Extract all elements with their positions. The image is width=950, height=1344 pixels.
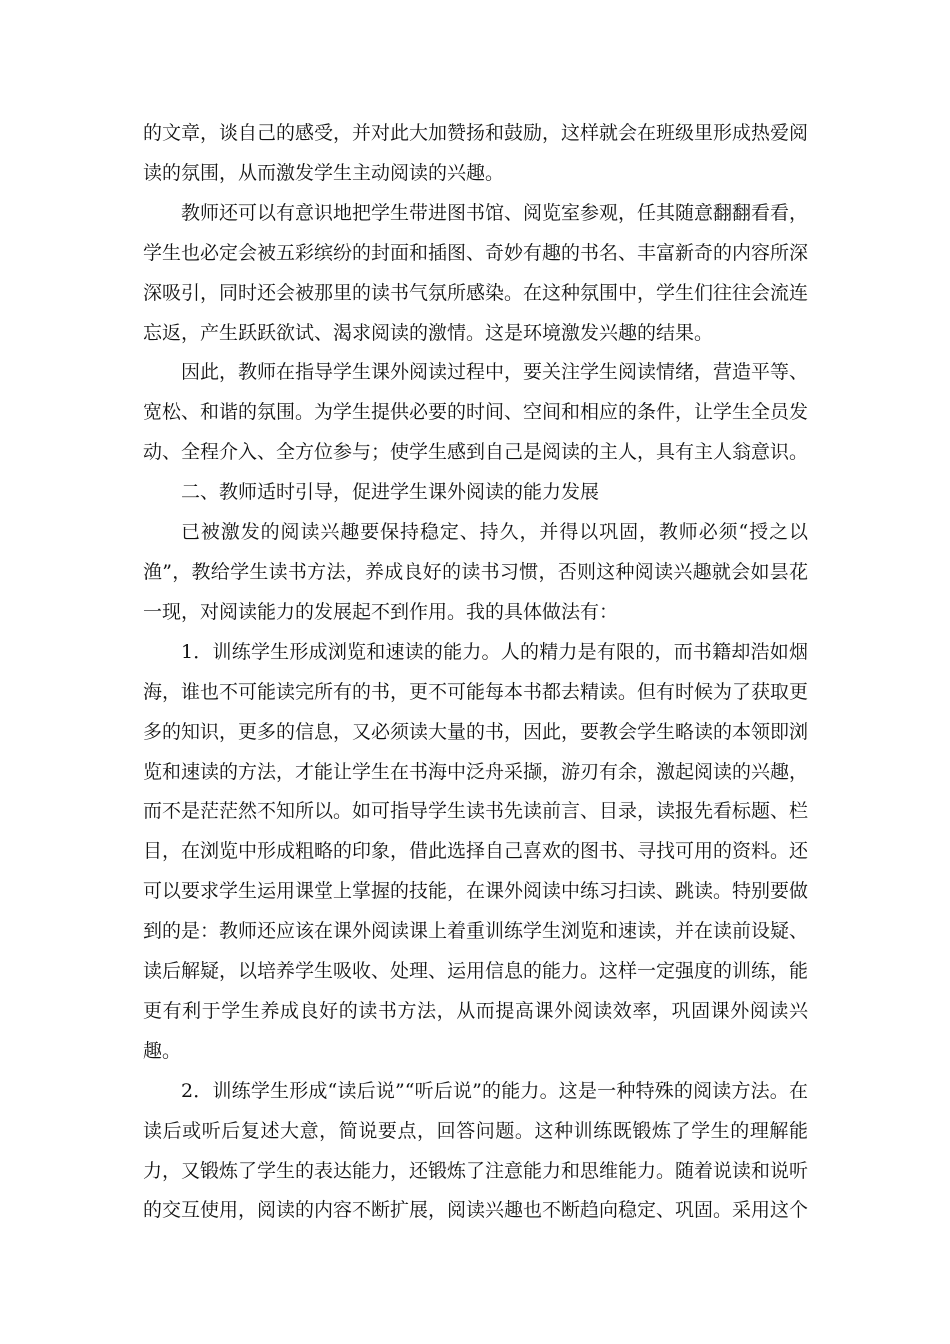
paragraph-methods-intro: 已被激发的阅读兴趣要保持稳定、持久，并得以巩固，教师必须“授之以渔”，教给学生读书方法，养成良好的读书习惯，否则这种阅读兴趣就会如昙花一现，对阅读能力的发展起不到作用。我的具体做法有：: [143, 521, 808, 623]
document-page: [143, 114, 808, 1231]
section-heading-two: 二、教师适时引导，促进学生课外阅读的能力发展: [181, 481, 600, 504]
paragraph-reading-atmosphere: 的文章，谈自己的感受，并对此大加赞扬和鼓励，这样就会在班级里形成热爱阅读的氛围，从而激发学生主动阅读的兴趣。: [143, 122, 809, 184]
paragraph-library-visit: 教师还可以有意识地把学生带进图书馆、阅览室参观，任其随意翻翻看看，学生也必定会被五彩缤纷的封面和插图、奇妙有趣的书名、丰富新奇的内容所深深吸引，同时还会被那里的读书气氛所感染。在这种氛围中，学生们往往会流连忘返，产生跃跃欲试、渴求阅读的激情。这是环境激发兴趣的结果。: [143, 201, 809, 344]
paragraph-method-one: 1．训练学生形成浏览和速读的能力。人的精力是有限的，而书籍却浩如烟海，谁也不可能读完所有的书，更不可能每本书都去精读。但有时候为了获取更多的知识，更多的信息，又必须读大量的书，因此，要教会学生略读的本领即浏览和速读的方法，才能让学生在书海中泛舟采撷，游刃有余，激起阅读的兴趣，而不是茫茫然不知所以。如可指导学生读书先读前言、目录，读报先看标题、栏目，在浏览中形成粗略的印象，借此选择自己喜欢的图书、寻找可用的资料。还可以要求学生运用课堂上掌握的技能，在课外阅读中练习扫读、跳读。特别要做到的是：教师还应该在课外阅读课上着重训练学生浏览和速读，并在读前设疑、读后解疑，以培养学生吸收、处理、运用信息的能力。这样一定强度的训练，能更有利于学生养成良好的读书方法，从而提高课外阅读效率，巩固课外阅读兴趣。: [143, 640, 809, 1062]
paragraph-teacher-guidance: 因此，教师在指导学生课外阅读过程中，要关注学生阅读情绪，营造平等、宽松、和谐的氛围。为学生提供必要的时间、空间和相应的条件，让学生全员发动、全程介入、全方位参与；使学生感到自己是阅读的主人，具有主人翁意识。: [143, 361, 809, 464]
paragraph-method-two: 2．训练学生形成“读后说”“听后说”的能力。这是一种特殊的阅读方法。在读后或听后复述大意，简说要点，回答问题。这种训练既锻炼了学生的理解能力，又锻炼了学生的表达能力，还锻炼了注意能力和思维能力。随着说读和说听的交互使用，阅读的内容不断扩展，阅读兴趣也不断趋向稳定、巩固。采用这个: [143, 1079, 809, 1222]
